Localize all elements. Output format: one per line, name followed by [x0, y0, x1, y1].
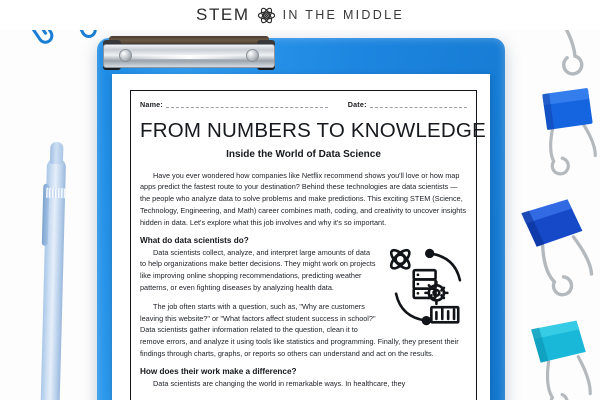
section-heading-how-does-their-work-make-a-difference: How does their work make a difference? [140, 366, 297, 376]
section-1-paragraph-1: Data scientists collect, analyze, and interpret large amounts of data to help organizations make better decisions. They might work on projects like improving online shopping recommendations, predicting weather patterns, or even fighting diseases by analyzing health data. [140, 247, 376, 293]
section-1-paragraph-2: The job often starts with a question, such as, "Why are customers leaving this website?" or "What factors affect student success in school?" Data scientists gather information related to the question, clean it to remove errors, and analyze it using tools like statistics and programming. Finally, they present their findings through charts, graphs, or reports so others can understand and act on the results. [140, 301, 459, 359]
date-input-line[interactable] [370, 106, 467, 108]
clamp-highlight [125, 55, 253, 59]
page-title: FROM NUMBERS TO KNOWLEDGE [140, 119, 486, 142]
brand-tagline: IN THE MIDDLE [282, 8, 404, 22]
worksheet-page [112, 74, 490, 400]
binder-clip-teal-bottom [521, 316, 600, 400]
clamp-left-rivet [119, 49, 132, 62]
binder-clip-blue-lower [510, 193, 600, 308]
binder-clip-blue-upper [534, 83, 600, 183]
name-label: Name: [140, 100, 163, 109]
date-label: Date: [347, 100, 367, 109]
pen-grip [46, 188, 65, 198]
page-subtitle: Inside the World of Data Science [226, 148, 381, 160]
section-heading-what-do-data-scientists-do: What do data scientists do? [140, 235, 249, 245]
section-2-paragraph-1: Data scientists are changing the world in remarkable ways. In healthcare, they [153, 378, 406, 388]
clamp-right-rivet [246, 49, 259, 62]
clipboard-clamp[interactable] [103, 36, 275, 74]
brand-name: STEM [196, 5, 250, 24]
intro-paragraph: Have you ever wondered how companies like Netflix recommend shows you'll love or how map apps predict the fastest route to your destination? Behind these technologies are data scientists — the people who analyze data to solve problems and make predictions. This exciting STEM (Science, Technology, Engineering, and Math) career combines math, coding, and creativity to uncover insights hidden in data. Let's explore what this job involves and why it's so important. [140, 170, 466, 227]
brand-header [0, 0, 600, 30]
atom-icon [257, 6, 276, 25]
blue-pen [40, 140, 66, 400]
student-info-row [140, 100, 467, 109]
name-input-line[interactable] [166, 106, 328, 108]
pen-cap [50, 142, 64, 164]
data-science-illustration [385, 245, 471, 329]
